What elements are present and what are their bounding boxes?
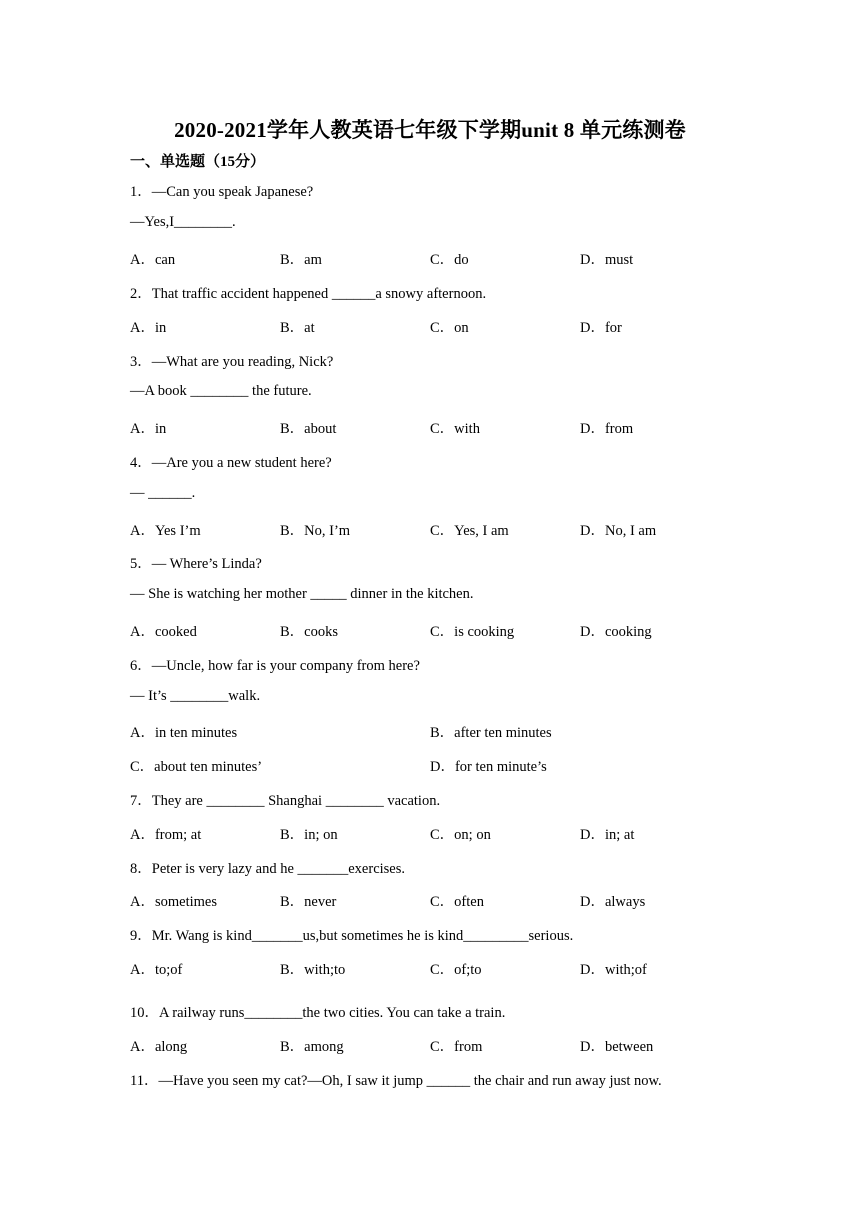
question-1-option-c: C．do	[430, 252, 469, 268]
question-6-option-b: B．after ten minutes	[430, 725, 552, 741]
question-11-line-1: 11．—Have you seen my cat?—Oh, I saw it jump ______ the chair and run away just now.	[130, 1073, 662, 1089]
question-4-option-c: C．Yes, I am	[430, 523, 509, 539]
question-4-option-d: D．No, I am	[580, 523, 657, 539]
question-5-option-c: C．is cooking	[430, 624, 515, 640]
question-1-line-1: 1．—Can you speak Japanese?	[130, 184, 314, 200]
question-4-option-a: A．Yes I’m	[130, 523, 201, 539]
question-3-line-2: —A book ________ the future.	[130, 383, 312, 399]
question-7-line-1: 7．They are ________ Shanghai ________ vacation.	[130, 793, 441, 809]
question-8-option-a: A．sometimes	[130, 894, 217, 910]
question-10-option-a: A．along	[130, 1039, 188, 1055]
question-6-option-a: A．in ten minutes	[130, 725, 238, 741]
question-2-option-b: B．at	[280, 320, 315, 336]
question-9-option-a: A．to;of	[130, 962, 183, 978]
question-10-line-1: 10．A railway runs________the two cities. You can take a train.	[130, 1005, 506, 1021]
question-3-option-b: B．about	[280, 421, 337, 437]
question-3-option-c: C．with	[430, 421, 480, 437]
question-5-option-b: B．cooks	[280, 624, 338, 640]
question-6-option-c: C．about ten minutes’	[130, 759, 263, 775]
question-6-option-d: D．for ten minute’s	[430, 759, 547, 775]
question-7-option-d: D．in; at	[580, 827, 635, 843]
question-7-option-a: A．from; at	[130, 827, 202, 843]
question-10-option-b: B．among	[280, 1039, 344, 1055]
question-1-option-b: B．am	[280, 252, 322, 268]
question-1-option-d: D．must	[580, 252, 634, 268]
question-5-option-a: A．cooked	[130, 624, 197, 640]
question-4-line-1: 4．—Are you a new student here?	[130, 455, 332, 471]
question-8-option-b: B．never	[280, 894, 337, 910]
question-6-line-2: — It’s ________walk.	[130, 688, 261, 704]
question-7-option-c: C．on; on	[430, 827, 491, 843]
question-7-option-b: B．in; on	[280, 827, 338, 843]
page-title: 2020-2021学年人教英语七年级下学期unit 8 单元练测卷	[174, 118, 686, 142]
question-3-line-1: 3．—What are you reading, Nick?	[130, 354, 334, 370]
question-9-option-c: C．of;to	[430, 962, 482, 978]
question-5-line-2: — She is watching her mother _____ dinner in the kitchen.	[130, 586, 474, 602]
question-2-line-1: 2．That traffic accident happened ______a snowy afternoon.	[130, 286, 487, 302]
question-5-line-1: 5．— Where’s Linda?	[130, 556, 262, 572]
question-5-option-d: D．cooking	[580, 624, 652, 640]
question-9-option-d: D．with;of	[580, 962, 647, 978]
question-8-option-c: C．often	[430, 894, 484, 910]
question-2-option-d: D．for	[580, 320, 622, 336]
question-4-line-2: — ______.	[130, 485, 196, 501]
question-3-option-d: D．from	[580, 421, 634, 437]
question-10-option-c: C．from	[430, 1039, 483, 1055]
question-6-line-1: 6．—Uncle, how far is your company from here?	[130, 658, 420, 674]
question-8-option-d: D．always	[580, 894, 646, 910]
question-8-line-1: 8．Peter is very lazy and he _______exercises.	[130, 861, 406, 877]
question-1-line-2: —Yes,I________.	[130, 214, 236, 230]
question-2-option-a: A．in	[130, 320, 167, 336]
question-2-option-c: C．on	[430, 320, 469, 336]
question-10-option-d: D．between	[580, 1039, 654, 1055]
question-3-option-a: A．in	[130, 421, 167, 437]
question-4-option-b: B．No, I’m	[280, 523, 351, 539]
question-9-line-1: 9．Mr. Wang is kind_______us,but sometimes he is kind_________serious.	[130, 928, 574, 944]
question-9-option-b: B．with;to	[280, 962, 346, 978]
question-1-option-a: A．can	[130, 252, 176, 268]
section-heading: 一、单选题（15分）	[130, 154, 266, 170]
